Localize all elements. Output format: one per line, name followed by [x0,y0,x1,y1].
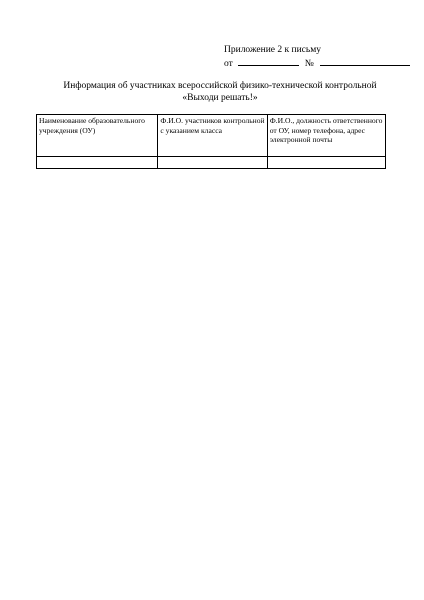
letter-reference [224,56,410,70]
date-blank-line [238,56,299,66]
title-line-2: «Выходи решать!» [182,93,258,103]
table-header-row [37,115,386,157]
header-cell-responsible: Ф.И.О., должность ответственного от ОУ, номер телефона, адрес электронной почты [267,115,385,157]
participants-table [36,114,386,169]
header-cell-institution: Наименование образовательного учреждения (ОУ) [37,115,158,157]
from-label: от [224,59,233,69]
table-cell[interactable] [158,157,267,169]
document-title [40,80,400,104]
appendix-label: Приложение 2 к письму [224,45,321,55]
title-line-1: Информация об участниках всероссийской физико-технической контрольной [63,81,377,91]
table-row [37,157,386,169]
header-cell-participants: Ф.И.О. участников контрольной с указанием класса [158,115,267,157]
table-cell[interactable] [267,157,385,169]
number-label: № [304,59,314,69]
table-cell[interactable] [37,157,158,169]
number-blank-line [320,56,410,66]
